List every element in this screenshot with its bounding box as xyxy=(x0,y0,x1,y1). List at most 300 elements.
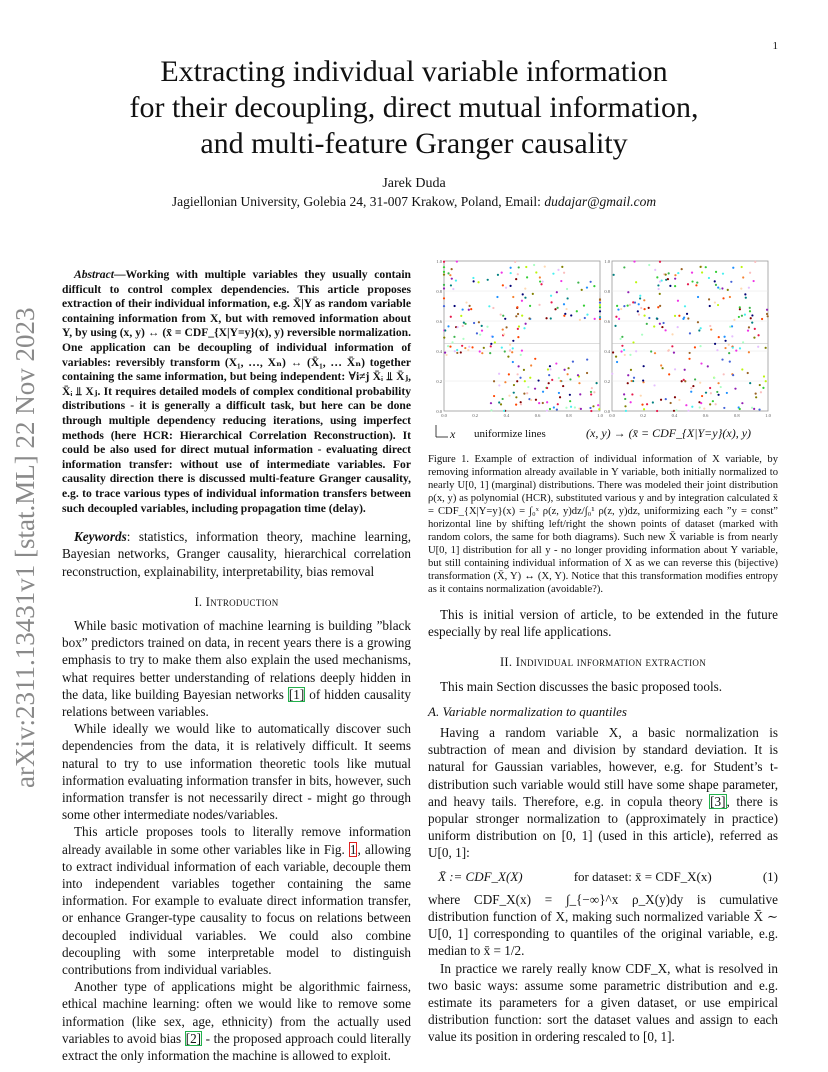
data-point xyxy=(481,330,483,332)
data-point xyxy=(691,280,693,282)
data-point xyxy=(744,293,746,295)
data-point xyxy=(566,288,568,290)
data-point xyxy=(643,299,645,301)
data-point xyxy=(443,305,445,307)
data-point xyxy=(635,281,637,283)
data-point xyxy=(698,329,700,331)
affiliation-text: Jagiellonian University, Golebia 24, 31-007 Krakow, Poland, Email: xyxy=(171,194,545,209)
data-point xyxy=(537,379,539,381)
data-point xyxy=(738,316,740,318)
data-point xyxy=(452,288,454,290)
citation-3-link[interactable]: [3] xyxy=(710,793,726,809)
data-point xyxy=(631,393,633,395)
empirical-cdf-paragraph: In practice we rarely really know CDF_X, what is resolved in two basic ways: assume some parametric distribution and e.g. estimate its parameters for a given dataset, or use empirical distribution function: sort the dataset values and assign to each value its position in ordering rescaled to [0, 1]. xyxy=(428,960,778,1045)
data-point xyxy=(473,280,475,282)
data-point xyxy=(683,316,685,318)
data-point xyxy=(723,373,725,375)
y-tick-label: 1.0 xyxy=(604,259,610,264)
data-point xyxy=(721,358,723,360)
data-point xyxy=(570,314,572,316)
data-point xyxy=(539,280,541,282)
data-point xyxy=(465,301,467,303)
intro-p1-text-b: of hidden causality relations between variables. xyxy=(62,686,412,719)
data-point xyxy=(766,309,768,311)
data-point xyxy=(578,382,580,384)
data-point xyxy=(520,403,522,405)
email-link[interactable]: dudajar@gmail.com xyxy=(544,194,657,209)
normalization-text-b: , there is popular stronger normalization to (approximately in practice) uniform distribution on [0, 1] (used in this article), referred as U[0, 1]: xyxy=(428,793,778,861)
data-point xyxy=(546,387,548,389)
data-point xyxy=(558,377,560,379)
affiliation xyxy=(0,194,828,210)
data-point xyxy=(565,308,567,310)
data-point xyxy=(494,341,496,343)
data-point xyxy=(586,286,588,288)
data-point xyxy=(641,404,643,406)
data-point xyxy=(724,347,726,349)
data-point xyxy=(477,281,479,283)
data-point xyxy=(729,296,731,298)
data-point xyxy=(749,272,751,274)
data-point xyxy=(516,380,518,382)
data-point xyxy=(526,276,528,278)
data-point xyxy=(464,347,466,349)
figure-1-link[interactable]: 1 xyxy=(349,841,357,857)
data-point xyxy=(656,410,658,412)
data-point xyxy=(705,392,707,394)
data-point xyxy=(675,409,677,411)
data-point xyxy=(447,325,449,327)
data-point xyxy=(739,347,741,349)
data-point xyxy=(732,374,734,376)
data-point xyxy=(728,352,730,354)
data-point xyxy=(557,307,559,309)
data-point xyxy=(451,278,453,280)
data-point xyxy=(443,261,445,263)
data-point xyxy=(527,386,529,388)
data-point xyxy=(502,328,504,330)
data-point xyxy=(451,341,453,343)
citation-1-link[interactable]: [1] xyxy=(288,686,305,702)
data-point xyxy=(723,336,725,338)
data-point xyxy=(462,338,464,340)
data-point xyxy=(678,399,680,401)
data-point xyxy=(502,284,504,286)
data-point xyxy=(580,408,582,410)
data-point xyxy=(667,278,669,280)
data-point xyxy=(456,352,458,354)
data-point xyxy=(473,322,475,324)
data-point xyxy=(694,346,696,348)
data-point xyxy=(703,408,705,410)
data-point xyxy=(557,269,559,271)
data-point xyxy=(443,297,445,299)
data-point xyxy=(599,306,601,308)
data-point xyxy=(464,323,466,325)
data-point xyxy=(673,410,675,412)
data-point xyxy=(653,325,655,327)
data-point xyxy=(621,345,623,347)
uniformize-lines-label: uniformize lines xyxy=(474,428,546,440)
data-point xyxy=(614,325,616,327)
data-point xyxy=(511,351,513,353)
transform-formula-label: (x, y) → (x̄ = CDF_{X|Y=y}(x), y) xyxy=(586,426,752,440)
data-point xyxy=(512,296,514,298)
data-point xyxy=(535,399,537,401)
data-point xyxy=(492,336,494,338)
data-point xyxy=(557,403,559,405)
data-point xyxy=(443,287,445,289)
y-tick-label: 0.8 xyxy=(604,289,610,294)
x-tick-label: 0.0 xyxy=(441,413,447,418)
data-point xyxy=(671,333,673,335)
section-2-intro: This main Section discusses the basic proposed tools. xyxy=(440,678,723,694)
abstract-text: —Working with multiple variables they usually contain difficult to control complex dependencies. This article proposes extraction of their individual information, e.g. X̄|Y as random variable containing information from X, but with removed information about Y, by using (x, y) ↔ (x̄ = CDF_{X|Y=y}(x), y) reversible normalization. One application can be decoupling of individual information of variables: reversibly transform (X₁, …, Xₙ) ↔ (X̄₁, … X̄ₙ) together containing the same information, but being independent: ∀i≠j X̄ᵢ ⫫ X̄ⱼ, X̄ᵢ ⫫ Xⱼ. It requires detailed models of complex conditional probability distributions - it is generally a difficult task, but here can be done through multiple dependency reducing iterations, using imperfect methods (here HCR: Hierarchical Correlation Reconstruction). It could be also used for direct mutual information - evaluating direct information transfer: without use of intermediate variables. For causality direction there is discussed multi-feature Granger causality, e.g. to trace various types of individual information transfers between such decoupled variables, including propagation time (delay). xyxy=(62,268,411,515)
data-point xyxy=(751,314,753,316)
data-point xyxy=(471,346,473,348)
data-point xyxy=(705,266,707,268)
data-point xyxy=(560,380,562,382)
data-point xyxy=(481,352,483,354)
data-point xyxy=(517,273,519,275)
figure-1-scatter-plots xyxy=(428,255,778,445)
data-point xyxy=(579,319,581,321)
left-column xyxy=(62,268,411,1064)
data-point xyxy=(753,408,755,410)
data-point xyxy=(754,328,756,330)
data-point xyxy=(496,296,498,298)
data-point xyxy=(723,407,725,409)
data-point xyxy=(741,402,743,404)
data-point xyxy=(657,306,659,308)
data-point xyxy=(700,327,702,329)
data-point xyxy=(683,379,685,381)
data-point xyxy=(627,374,629,376)
data-point xyxy=(500,403,502,405)
data-point xyxy=(709,387,711,389)
section-introduction-heading: I. Introduction xyxy=(194,594,279,609)
data-point xyxy=(521,350,523,352)
data-point xyxy=(695,284,697,286)
right-scatter-panel xyxy=(604,259,771,418)
data-point xyxy=(569,400,571,402)
x-tick-label: 0.8 xyxy=(733,413,740,418)
data-point xyxy=(569,394,571,396)
data-point xyxy=(615,356,617,358)
data-point xyxy=(468,309,470,311)
data-point xyxy=(664,329,666,331)
data-point xyxy=(447,272,449,274)
data-point xyxy=(741,315,743,317)
data-point xyxy=(594,318,596,320)
data-point xyxy=(467,349,469,351)
data-point xyxy=(730,281,732,283)
data-point xyxy=(637,310,639,312)
equation-1-left: X̄ := CDF_X(X) xyxy=(438,868,523,884)
data-point xyxy=(749,307,751,309)
data-point xyxy=(563,369,565,371)
data-point xyxy=(742,276,744,278)
data-point xyxy=(515,404,517,406)
data-point xyxy=(539,276,541,278)
data-point xyxy=(615,316,617,318)
plot-frame xyxy=(612,261,768,411)
data-point xyxy=(668,272,670,274)
data-point xyxy=(520,401,522,403)
data-point xyxy=(583,305,585,307)
data-point xyxy=(558,392,560,394)
data-point xyxy=(612,351,614,353)
data-point xyxy=(630,401,632,403)
figure-axis-indicator xyxy=(436,425,751,441)
data-point xyxy=(735,350,737,352)
data-point xyxy=(599,304,601,306)
data-point xyxy=(508,373,510,375)
data-point xyxy=(640,395,642,397)
intro-p1-text: While basic motivation of machine learning is building ”black box” predictors trained on data, in recent years there is a growing emphasis to try to make them also explain the used mechanisms, what requires better understanding of relations deeply hidden in the data, like building Bayesian networks xyxy=(62,617,411,702)
y-tick-label: 0.4 xyxy=(436,349,442,354)
data-point xyxy=(586,372,588,374)
data-point xyxy=(598,408,600,410)
data-point xyxy=(552,273,554,275)
data-point xyxy=(488,305,490,307)
data-point xyxy=(684,369,686,371)
data-point xyxy=(502,398,504,400)
data-point xyxy=(732,267,734,269)
data-point xyxy=(624,405,626,407)
data-point xyxy=(517,328,519,330)
data-point xyxy=(490,409,492,411)
data-point xyxy=(483,347,485,349)
data-point xyxy=(453,336,455,338)
data-point xyxy=(701,395,703,397)
data-point xyxy=(689,352,691,354)
data-point xyxy=(498,401,500,403)
data-point xyxy=(715,284,717,286)
right-column xyxy=(428,255,778,1046)
data-point xyxy=(599,310,601,312)
data-point xyxy=(751,407,753,409)
data-point xyxy=(456,349,458,351)
data-point xyxy=(517,336,519,338)
data-point xyxy=(742,341,744,343)
data-point xyxy=(754,261,756,263)
data-point xyxy=(687,283,689,285)
data-point xyxy=(565,407,567,409)
figure-1 xyxy=(428,255,778,445)
data-point xyxy=(708,298,710,300)
x-tick-label: 0.2 xyxy=(640,413,647,418)
data-point xyxy=(516,373,518,375)
data-point xyxy=(686,313,688,315)
data-point xyxy=(523,327,525,329)
data-point xyxy=(518,266,520,268)
data-point xyxy=(749,310,751,312)
data-point xyxy=(714,343,716,345)
data-point xyxy=(699,266,701,268)
data-point xyxy=(497,274,499,276)
data-point xyxy=(481,325,483,327)
data-point xyxy=(759,384,761,386)
data-point xyxy=(739,308,741,310)
data-point xyxy=(674,285,676,287)
data-point xyxy=(717,304,719,306)
cdf-definition-paragraph: where CDF_X(x) = ∫_{−∞}^x ρ_X(y)dy is cumulative distribution function of X, making such normalized variable X̄ ∼ U[0, 1] corresponding to quantiles of the original variable, e.g. median to x̄ = 1/2. xyxy=(428,891,778,959)
data-point xyxy=(501,272,503,274)
normalization-paragraph xyxy=(428,724,778,862)
data-point xyxy=(691,406,693,408)
data-point xyxy=(750,317,752,319)
data-point xyxy=(640,307,642,309)
data-point xyxy=(529,377,531,379)
y-tick-label: 0.4 xyxy=(604,349,610,354)
section-2-heading: II. Individual information extraction xyxy=(499,655,707,670)
data-point xyxy=(593,391,595,393)
data-point xyxy=(596,382,598,384)
data-point xyxy=(547,368,549,370)
data-point xyxy=(570,406,572,408)
data-point xyxy=(708,277,710,279)
data-point xyxy=(716,349,718,351)
data-point xyxy=(584,317,586,319)
data-point xyxy=(524,288,526,290)
data-point xyxy=(657,284,659,286)
data-point xyxy=(643,308,645,310)
data-point xyxy=(502,315,504,317)
data-point xyxy=(697,296,699,298)
data-point xyxy=(747,372,749,374)
data-point xyxy=(517,313,519,315)
data-point xyxy=(599,298,601,300)
x-tick-label: 0.8 xyxy=(565,413,572,418)
intro-p3-text: This article proposes tools to literally remove information already available in some other variables like in Fig. xyxy=(62,824,411,857)
data-point xyxy=(722,297,724,299)
data-point xyxy=(681,268,683,270)
data-point xyxy=(530,399,532,401)
data-point xyxy=(661,326,663,328)
data-point xyxy=(443,266,445,268)
data-point xyxy=(456,260,458,262)
data-point xyxy=(567,297,569,299)
data-point xyxy=(707,365,709,367)
data-point xyxy=(677,272,679,274)
data-point xyxy=(562,385,564,387)
x-tick-label: 0.2 xyxy=(472,413,479,418)
keywords-text: : statistics, information theory, machine learning, Bayesian networks, Granger causality, hierarchical correlation reconstruction, explainability, interpretability, bias removal xyxy=(62,529,411,579)
data-point xyxy=(685,404,687,406)
data-point xyxy=(694,378,696,380)
data-point xyxy=(767,315,769,317)
data-point xyxy=(667,350,669,352)
data-point xyxy=(748,287,750,289)
data-point xyxy=(633,260,635,262)
data-point xyxy=(634,301,636,303)
data-point xyxy=(696,281,698,283)
data-point xyxy=(700,362,702,364)
y-tick-label: 1.0 xyxy=(436,259,442,264)
data-point xyxy=(639,295,641,297)
data-point xyxy=(597,404,599,406)
data-point xyxy=(710,328,712,330)
data-point xyxy=(687,317,689,319)
data-point xyxy=(639,297,641,299)
intro-p4-text-b: - the proposed approach could literally extract the only information the machine is allowed to exploit. xyxy=(62,1030,411,1063)
data-point xyxy=(665,274,667,276)
data-point xyxy=(616,361,618,363)
left-scatter-panel xyxy=(436,259,603,418)
data-point xyxy=(627,291,629,293)
data-point xyxy=(513,392,515,394)
data-point xyxy=(503,410,505,412)
intro-p3-text-b: , allowing to extract individual information of each variable, decouple them into independent variables together containing the same information. For example to evaluate direct information transfer, or enhance Granger-type causality to focus on relations between decoupled individual variables. We could also combine decoupling with some interpretable model to distinguish contributions from individual variables. xyxy=(62,841,411,977)
data-point xyxy=(569,378,571,380)
data-point xyxy=(518,325,520,327)
data-point xyxy=(650,350,652,352)
data-point xyxy=(643,365,645,367)
intro-p4-text: Another type of applications might be algorithmic fairness, ethical machine learning: often we would like to remove some information (like sex, age, ethnicity) from the actually used variables to avoid bias xyxy=(62,979,411,1046)
data-point xyxy=(542,280,544,282)
data-point xyxy=(461,345,463,347)
citation-2-link[interactable]: [2] xyxy=(185,1030,202,1046)
data-point xyxy=(625,410,627,412)
data-point xyxy=(549,368,551,370)
data-point xyxy=(616,305,618,307)
data-point xyxy=(590,393,592,395)
data-point xyxy=(688,358,690,360)
data-point xyxy=(677,326,679,328)
data-point xyxy=(451,268,453,270)
data-point xyxy=(674,396,676,398)
data-point xyxy=(524,380,526,382)
data-point xyxy=(586,314,588,316)
data-point xyxy=(515,396,517,398)
data-point xyxy=(581,289,583,291)
data-point xyxy=(699,382,701,384)
data-point xyxy=(505,287,507,289)
data-point xyxy=(567,367,569,369)
data-point xyxy=(678,315,680,317)
data-point xyxy=(551,379,553,381)
data-point xyxy=(714,301,716,303)
data-point xyxy=(574,406,576,408)
data-point xyxy=(731,325,733,327)
data-point xyxy=(462,325,464,327)
data-point xyxy=(724,340,726,342)
data-point xyxy=(515,278,517,280)
data-point xyxy=(513,384,515,386)
data-point xyxy=(590,391,592,393)
data-point xyxy=(697,321,699,323)
data-point xyxy=(456,326,458,328)
data-point xyxy=(659,305,661,307)
data-point xyxy=(546,401,548,403)
equation-1-number: (1) xyxy=(762,868,778,884)
data-point xyxy=(504,318,506,320)
arxiv-stamp-text: arXiv:2311.13431v1 [stat.ML] 22 Nov 2023 xyxy=(10,307,40,788)
data-point xyxy=(620,308,622,310)
data-point xyxy=(673,352,675,354)
x-tick-label: 0.4 xyxy=(671,413,678,418)
intro-paragraph-1 xyxy=(62,617,411,720)
data-point xyxy=(515,315,517,317)
data-point xyxy=(630,369,632,371)
data-point xyxy=(572,361,574,363)
data-point xyxy=(533,264,535,266)
page-number: 1 xyxy=(772,40,778,52)
data-point xyxy=(641,334,643,336)
y-tick-label: 0.6 xyxy=(604,319,610,324)
data-point xyxy=(691,272,693,274)
